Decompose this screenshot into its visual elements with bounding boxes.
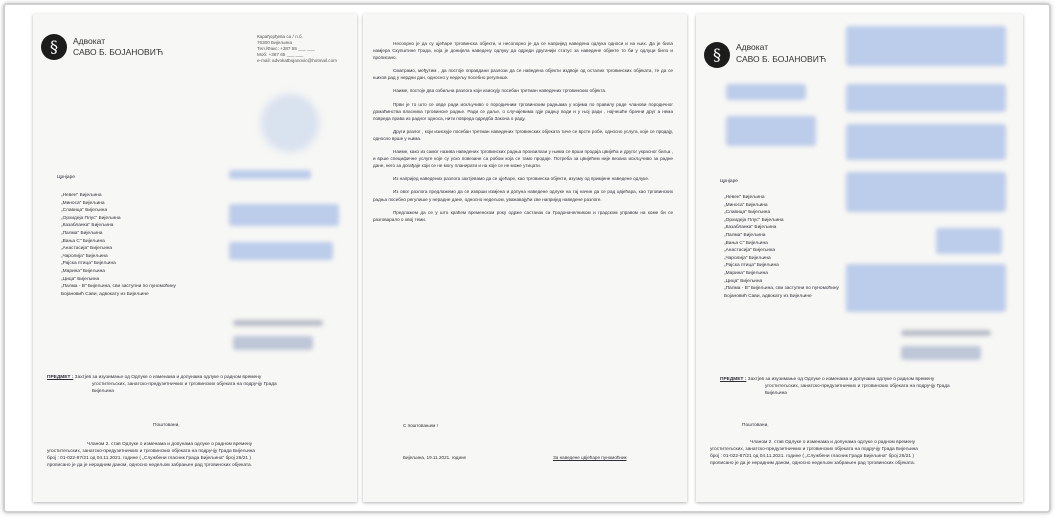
letter-page-2 [363,14,687,502]
signature-line: За наведене цвјећаре пуномоћник [553,455,627,460]
letter-page-1 [33,14,357,502]
subject-line: Захтјев за изузимање од Одлуке о изменама и допунама одлуке о радном времену [74,375,262,380]
subject-line: угоститељских, занатско-предузетничких и трговинских објеката на подручју Града [92,382,277,388]
recipients-list [724,194,839,300]
list-item: „Невен" Бијељина [724,195,765,200]
list-item: „Миноса" Бијељина [724,202,768,208]
list-item: „Цица" Бијељина [724,278,763,284]
redacted-block [936,228,1002,254]
closing-text [47,441,347,469]
redacted-block [233,320,323,326]
paragraph: Предлажем да се у што краћем временском року одрже састанак са Градоначелником и градском управом на коме би се разговарало о овој теми. [373,209,673,222]
page2-body [373,40,673,229]
list-item: „Рајска птица" Бијељина [724,263,779,269]
contact-line: e-mail: advokatbojanovic@hotmail.com [257,58,337,63]
redacted-block [846,264,1006,312]
list-item: „Чаролија" Бијељина [61,253,108,259]
paragraph: Сматрамо, међутим , да постоје оправдани разлози да се наведена објекти издвоје од осталих трговинских објеката, те да се њихов рад у нердни дан, односно у недељу посебно регулише. [373,68,673,81]
list-item: „Славица" Бијељина [61,208,108,214]
contact-line: Тел./Факс: +387 55 ___ ___ [257,46,315,51]
paragraph: Други разлог , који изискује посебан третман наведених трговинских објеката тиче се врсте робе, односно услуга, које се продају, односно врше у њима. [373,128,673,141]
stamp-blur [261,94,319,152]
list-item: „Орхидеја Плус" Бијељина [724,217,784,223]
greeting: Поштовани, [742,423,769,428]
text-line: Чланом 2. став Одлуке о изменама и допунама одлуке о радном времену [750,440,916,445]
list-item: „Палма - В" Бијељина, сви заступни по пуномоћину [61,284,176,290]
list-item: „Палма" Бијељина [61,230,103,236]
redacted-block [846,172,1006,212]
recipients-label: Црнјаре [720,179,738,184]
redacted-block [229,204,339,226]
list-item: Бојановић Сави, адвокату из Бијељине [724,293,812,299]
subject-line: Захтјев за изузимање од Одлуке о изменама и допунама одлуке о радном времену [747,377,935,382]
subject-label: ПРЕДМЕТ : [47,375,74,380]
list-item: „Цица" Бијељина [61,276,100,282]
contact-line: Карађорђева са / л.б. [257,34,303,39]
contact-block [257,34,337,64]
lawyer-name: САВО Б. БОЈАНОВИЋ [736,54,827,64]
list-item: „Палма - В" Бијељина, сви заступни по пуномоћину [724,286,839,292]
regards: С поштовањем ! [403,423,438,428]
paragraph: Из овог разлога предлажемо да се изврши измјена и допуна наведене одлуке на тај начин да се рад цвјећара, као трговинских радња посебно регулише у нерадне дане, односно недељом, уважавајући све напријед наведене разлоге. [373,189,673,202]
redacted-block [726,116,816,146]
closing-text [710,439,1010,467]
contact-line: 76300 Бијељина [257,40,293,45]
redacted-block [229,242,333,260]
subject-label: ПРЕДМЕТ : [720,377,747,382]
text-line: угоститељских, занатско-предузетничких и трговинских објеката на подручју Града Бијељина [710,447,918,453]
subject-line: Бијељина [92,389,114,395]
text-line: број : 01-022-87/21 од 04.11.2021. године ( „Службени гласник Града Бијељина" број 26/21 ) [710,454,914,460]
text-line: угоститељских, занатско-предузетничких и трговинских објеката на подручју Града Бијељина [47,449,255,455]
list-item: „Анастасија" Бијељина [61,246,113,252]
subject-block [720,376,1010,397]
paragraph: Несоорно је да су цјећаре трговинска објекти, и несопорно је да се напријед наведена одлука односи и на њих. Да је била намјера Скупштине Града, која је донијела наведену одлуку да одреди другачији статус за наведене објекте то би у одлуци било и прописано. [373,41,673,61]
redacted-block [726,84,806,100]
section-sign-logo: § [704,42,730,68]
list-item: „Марина" Бијељина [724,270,768,276]
list-item: „Марина" Бијељина [61,268,105,274]
redacted-block [901,346,981,360]
subject-line: угоститељских, занатско-предузетничких и трговинских објеката на подручју Града [765,384,950,390]
recipients-list [61,192,176,298]
list-item: „Палма" Бијељина [724,232,766,238]
list-item: „Анастасија" Бијељина [724,248,776,254]
subject-line: Бијељина [765,391,787,397]
redacted-block [901,330,991,336]
redacted-block [229,170,311,179]
letter-page-3 [696,14,1023,502]
paragraph: Наиме, постоје два озбиљна разлога који изискују посебан третман наведених трговинских објекта. [393,88,607,94]
paragraph: Први је то што се овде ради искључиво о породичним трговинским радњама у којима по правилу раде чланови породичног домаћинства власника трговинске радње. Ради се даље, о случајевима гдје радњу води и у њој ради , најчешће брачни друг а нема повреда права из радног односа, нити повреда одредба Закона о раду. [373,101,673,121]
section-sign-logo: § [41,34,67,60]
list-item: „Рајска птица" Бијељина [61,261,116,267]
list-item: „Славица" Бијељина [724,210,771,216]
text-line: прописано је да је нерадним даном, односно недељом забрањен рад трговинских објеката. [47,463,253,469]
list-item: „Орхидеја Плус" Бијељина [61,215,121,221]
paragraph: Из напријед наведених разлога захтјевамо да се цјећаре, као трговинска објекти, изузму од примјене наведене одлуке. [393,176,650,182]
list-item: „Казабланка" Бијељина [724,225,777,231]
list-item: „Вања С" Бијељина [724,240,768,246]
text-line: Чланом 2. став Одлуке о изменама и допунама одлуке о радном времену [87,442,253,447]
list-item: „Миноса" Бијељина [61,200,105,206]
text-line: број : 01-022-87/21 од 04.11.2021. године ( „Службени гласник Града Бијељина" број 26/21 ) [47,456,251,462]
list-item: „Вања С" Бијељина [61,238,105,244]
greeting: Поштовани, [153,423,180,428]
list-item: „Казабланка" Бијељина [61,223,114,229]
paragraph: Наиме, како из самог назива наведених трговинских радња произилази у њима се врши продаја цвијећа и другог украсног биља , и врше специфичне услуге које су уско повезане са робом која се тамо продаје. Потреба за цвијећем није везана искључиво за радне дане, него за догађаје који се не могу планирати и на које се не може утицати. [373,149,673,169]
redacted-block [233,336,313,350]
contact-line: Моб: +387 65 ___ ___ [257,52,304,57]
list-item: „Невен" Бијељина [61,193,102,198]
list-item: „Чаролија" Бијељина [724,255,771,261]
redacted-block [846,84,1006,112]
place-date: Бијељина, 19.11.2021. године [403,455,467,460]
text-line: прописано је да је нерадним даном, односно недељом забрањен рад трговинских објеката. [710,461,916,467]
redacted-block [846,26,1006,66]
subject-block [47,374,347,395]
list-item: Бојановић Сави, адвокату из Бијељине [61,291,149,297]
lawyer-name: САВО Б. БОЈАНОВИЋ [73,47,164,57]
lawyer-title: Адвокат [73,36,106,46]
recipients-label: Црнјаре [57,175,75,180]
redacted-block [846,124,1006,160]
lawyer-title: Адвокат [736,42,769,52]
